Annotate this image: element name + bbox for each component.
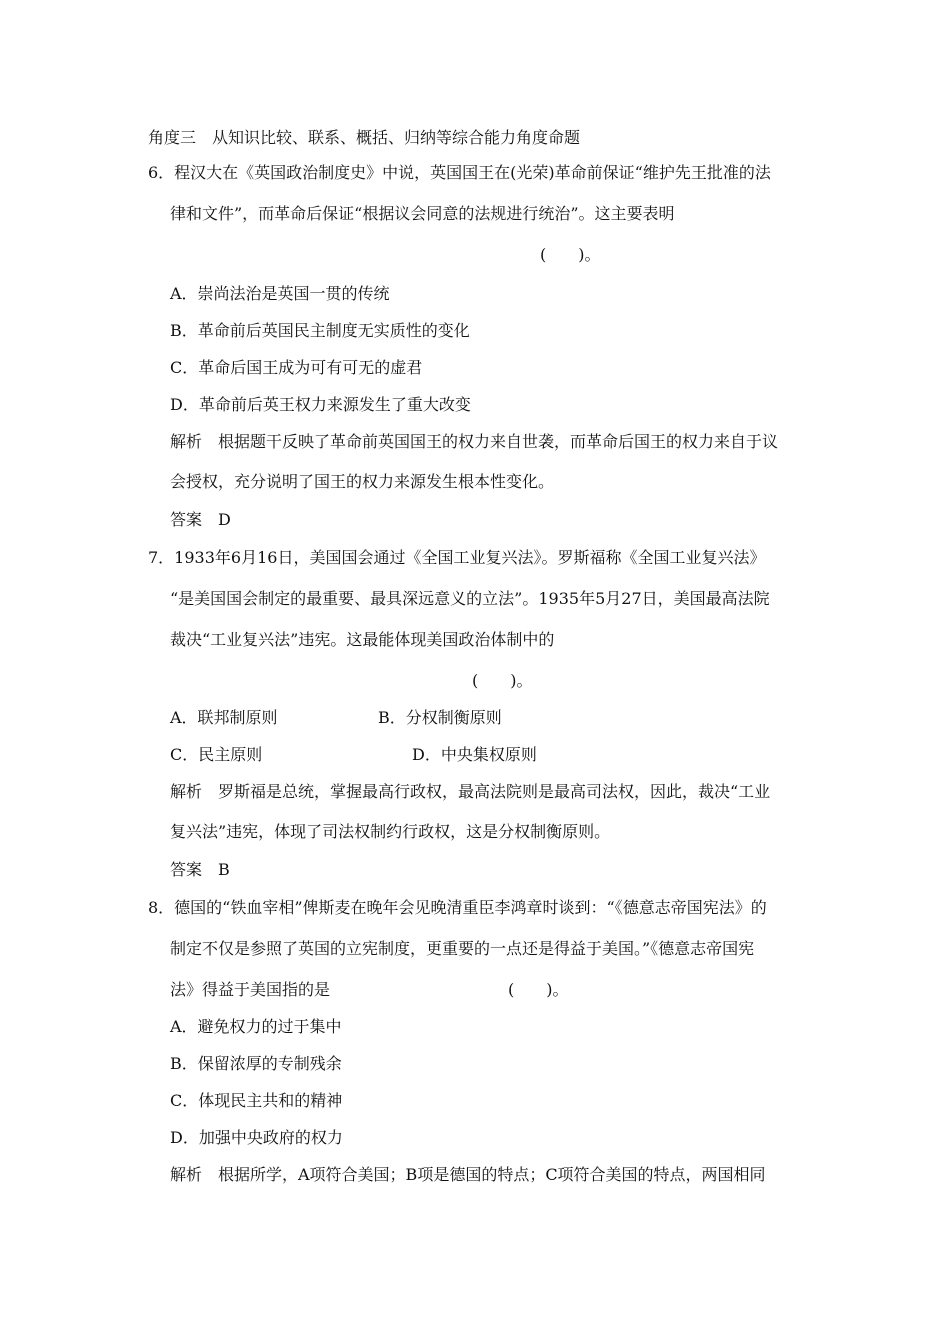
question-8-answer-blank: ( )。 [508, 980, 569, 999]
question-7-option-d: D．中央集权原则 [412, 745, 537, 764]
question-7-line-2: “是美国国会制定的最重要、最具深远意义的立法”。1935年5月27日，美国最高法院 [170, 589, 770, 608]
question-6-option-c: C．革命后国王成为可有可无的虚君 [170, 358, 423, 377]
question-6-analysis-line-1: 解析 根据题干反映了革命前英国国王的权力来自世袭，而革命后国王的权力来自于议 [170, 432, 779, 451]
question-8-line-1: 8．德国的“铁血宰相”俾斯麦在晚年会见晚清重臣李鸿章时谈到：“《德意志帝国宪法》的 [148, 898, 767, 917]
question-7-answer-blank: ( )。 [472, 671, 533, 690]
section-title: 角度三 从知识比较、联系、概括、归纳等综合能力角度命题 [148, 128, 581, 147]
question-7-line-3: 裁决“工业复兴法”违宪。这最能体现美国政治体制中的 [170, 630, 555, 649]
question-7-line-1: 7．1933年6月16日，美国国会通过《全国工业复兴法》。罗斯福称《全国工业复兴法》 [148, 548, 766, 567]
question-6-line-1: 6．程汉大在《英国政治制度史》中说，英国国王在(光荣)革命前保证“维护先王批准的法 [148, 163, 771, 182]
question-6-option-a: A．崇尚法治是英国一贯的传统 [170, 284, 390, 303]
question-7-option-a: A．联邦制原则 [170, 708, 278, 727]
question-8-line-2: 制定不仅是参照了英国的立宪制度，更重要的一点还是得益于美国。”《德意志帝国宪 [170, 939, 755, 958]
question-7-answer: 答案 B [170, 860, 230, 879]
question-6-option-d: D．革命前后英王权力来源发生了重大改变 [170, 395, 471, 414]
question-8-line-3: 法》得益于美国指的是 [170, 980, 331, 999]
question-7-option-c: C．民主原则 [170, 745, 263, 764]
question-7-analysis-line-2: 复兴法”违宪，体现了司法权制约行政权，这是分权制衡原则。 [170, 822, 611, 841]
question-6-option-b: B．革命前后英国民主制度无实质性的变化 [170, 321, 470, 340]
question-8-option-b: B．保留浓厚的专制残余 [170, 1054, 342, 1073]
question-6-answer: 答案 D [170, 510, 231, 529]
question-8-option-c: C．体现民主共和的精神 [170, 1091, 343, 1110]
question-8-option-d: D．加强中央政府的权力 [170, 1128, 343, 1147]
question-8-option-a: A．避免权力的过于集中 [170, 1017, 342, 1036]
question-7-analysis-line-1: 解析 罗斯福是总统，掌握最高行政权，最高法院则是最高司法权，因此，裁决“工业 [170, 782, 771, 801]
question-6-analysis-line-2: 会授权，充分说明了国王的权力来源发生根本性变化。 [170, 472, 555, 491]
question-7-option-b: B．分权制衡原则 [378, 708, 502, 727]
question-6-line-2: 律和文件”，而革命后保证“根据议会同意的法规进行统治”。这主要表明 [170, 204, 675, 223]
question-6-answer-blank: ( )。 [540, 245, 601, 264]
question-8-analysis-line-1: 解析 根据所学，A项符合美国；B项是德国的特点；C项符合美国的特点，两国相同 [170, 1165, 766, 1184]
